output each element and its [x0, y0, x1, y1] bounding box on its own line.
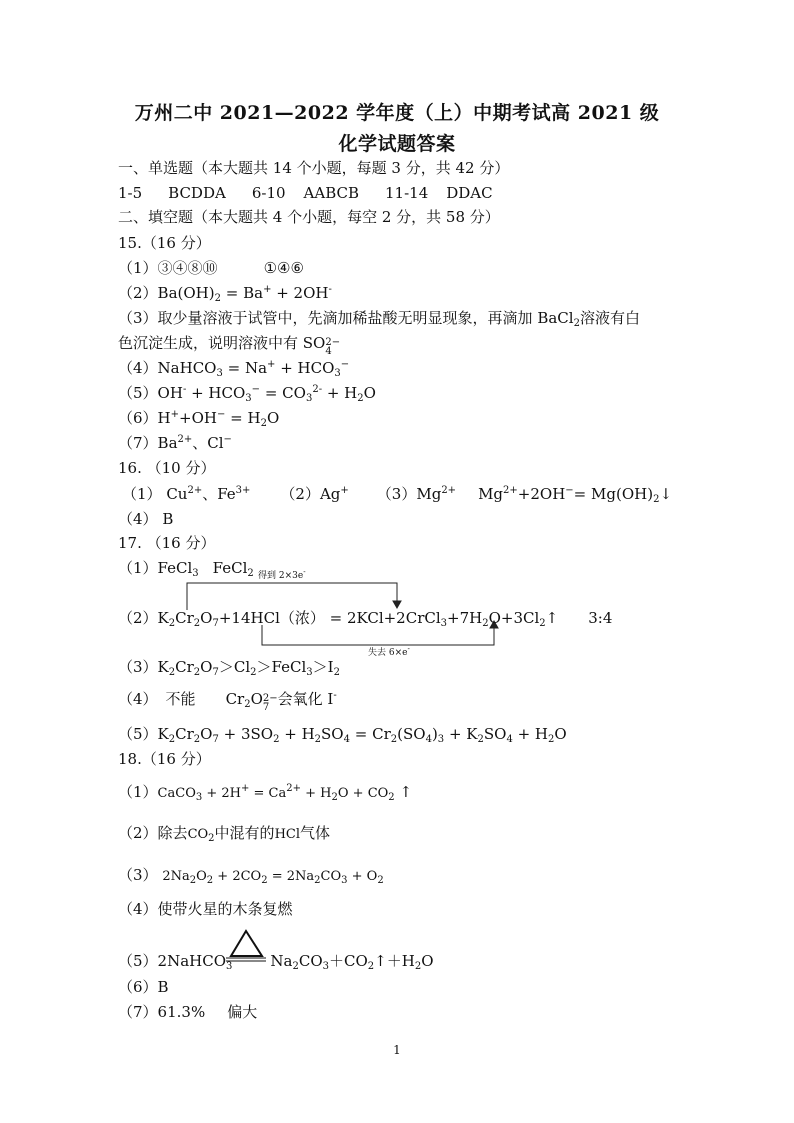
q16-p4: （4） B	[118, 510, 174, 528]
q17-p2: $(2)K_2Cr_2O_7+14HCl$（浓） = $2KCl+2CrCl_3+7H_2O+3Cl_2↑$ 3:4	[118, 609, 613, 629]
q16-answers: （1） $Cu^{2+}$、$Fe^{3+}$ （2）Ag+ $(3)Mg^{2+}$ $Mg^{2+}+2OH^-=$ $Mg(OH)_2↓$	[122, 485, 673, 505]
group-answers: BCDDA	[168, 184, 226, 202]
q18-p1: （1）CaCO$_3$ + $2H^+ = Ca^{2+} + H_2O + CO_2$ ↑	[118, 783, 413, 803]
q17-p4: （4） 不能 $Cr_2O$ 2− 7 会氧化 I-	[118, 690, 337, 713]
q17-p1: （1）FeCl$_3$ FeCl$_2$	[118, 559, 254, 579]
page-number: 1	[393, 1043, 401, 1057]
q15-p3-line1: （3）取少量溶液于试管中，先滴加稀盐酸无明显现象，再滴加 BaCl$_2$溶液有白	[118, 309, 640, 329]
gain-electron-label: 得到 2×3e-	[258, 568, 306, 581]
group-answers: AABCB	[303, 184, 359, 202]
page-title: 万州二中 2021—2022 学年度（上）中期考试高 2021 级	[134, 102, 660, 124]
q18-p3: （3） $2Na_2O_2 + 2CO_2 = 2Na_2CO_3 + O_2$	[118, 866, 384, 886]
q15-p7: $(7)Ba^{2+}$、Cl−	[118, 434, 232, 452]
q15-p6: $(6)H^++OH^- = H_2O$	[118, 409, 280, 429]
q18-p6: （6）B	[118, 978, 169, 996]
page-subtitle: 化学试题答案	[338, 133, 456, 155]
q15-p1: （1）③④⑧⑩ ①④⑥	[118, 259, 304, 277]
q15-p3-line2: 色沉淀生成，说明溶液中有 SO 2− 4	[118, 334, 341, 357]
q18-header: 18.（16 分）	[118, 750, 211, 768]
q16-header: 16. （10 分）	[118, 459, 216, 477]
q17-header: 17. （16 分）	[118, 534, 216, 552]
q18-p5: （5）2NaHCO$_3$ $Na_2CO_3+CO_2↑+H_2O$	[118, 952, 434, 972]
q15-p5: $(5)OH^- + HCO_3^- = CO_3^{2-} + H_2O$	[118, 384, 376, 404]
q15-p2: $(2)Ba(OH)_2 = Ba^+ + 2OH^-$	[118, 284, 332, 304]
q18-p7: （7）61.3% 偏大	[118, 1003, 258, 1021]
section1-heading: 一、单选题（本大题共 14 个小题，每题 3 分，共 42 分）	[118, 159, 510, 177]
section2-heading: 二、填空题（本大题共 4 个小题，每空 2 分，共 58 分）	[118, 208, 500, 226]
q18-p4: （4）使带火星的木条复燃	[118, 900, 293, 918]
group-range: 1-5	[118, 184, 143, 202]
q15-p4: （4）NaHCO$_3$ = $Na^+ + HCO_3^-$	[118, 359, 350, 379]
q15-header: 15.（16 分）	[118, 234, 211, 252]
group-range: 11-14	[385, 184, 429, 202]
q18-p2: （2）除去$CO_2$中混有的HCl气体	[118, 824, 331, 844]
q17-p5: $(5)K_2Cr_2O_7 + 3SO_2 + H_2SO_4 = Cr_2(SO_4)_3 + K_2SO_4 + H_2O$	[118, 725, 567, 745]
group-answers: DDAC	[446, 184, 493, 202]
lose-electron-label: 失去 6×e-	[368, 645, 410, 658]
group-range: 6-10	[251, 184, 286, 202]
q17-p3: $(3)K_2Cr_2O_7>Cl_2>FeCl_3>I_2$	[118, 658, 340, 678]
